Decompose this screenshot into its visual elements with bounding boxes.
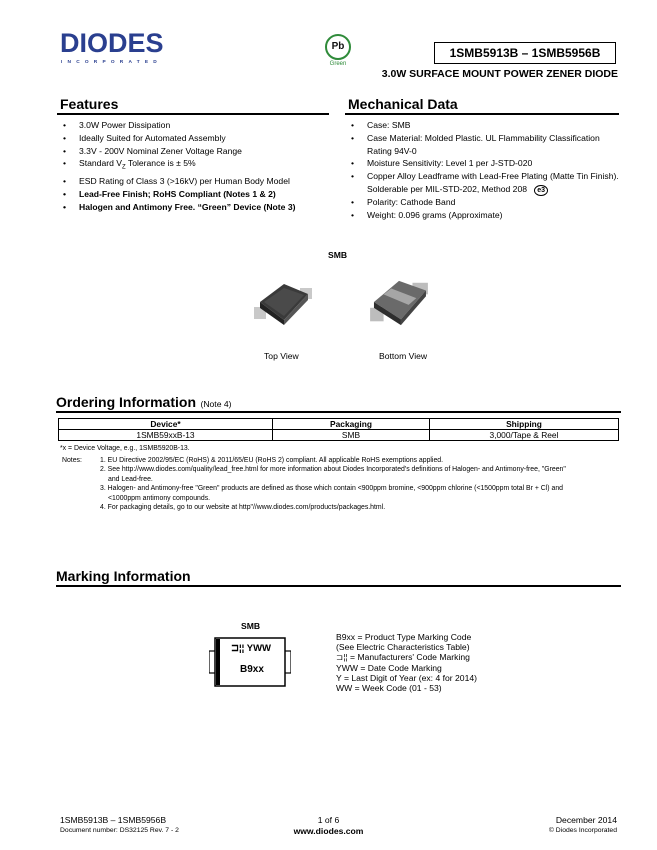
ordering-note-ref: (Note 4) bbox=[200, 399, 232, 409]
diodes-logo bbox=[60, 30, 180, 70]
table-cell: 3,000/Tape & Reel bbox=[430, 430, 619, 441]
e3-mark-icon: e3 bbox=[534, 185, 548, 196]
column-header: Device* bbox=[59, 419, 273, 430]
green-label: Green bbox=[329, 61, 347, 67]
legend-line: B9xx = Product Type Marking Code bbox=[336, 632, 472, 642]
footer-website-link[interactable]: www.diodes.com bbox=[293, 826, 364, 836]
list-item: • Copper Alloy Leadframe with Lead-Free Plating (Matte Tin Finish). Solderable per MIL-STD-202, Method 208 e3 bbox=[351, 171, 619, 194]
lead-free-icon bbox=[325, 34, 351, 60]
list-item: • Case Material: Molded Plastic. UL Flammability Classification Rating 94V-0 bbox=[351, 132, 600, 156]
top-view-caption: Top View bbox=[264, 351, 299, 361]
features-heading: Features bbox=[60, 96, 119, 112]
features-rule bbox=[57, 113, 329, 115]
table-cell: SMB bbox=[273, 430, 430, 441]
ordering-rule bbox=[56, 411, 621, 413]
mechanical-heading: Mechanical Data bbox=[348, 96, 458, 112]
list-item: • Polarity: Cathode Band bbox=[351, 196, 456, 207]
mechanical-rule bbox=[345, 113, 619, 115]
note-item: 3. Halogen- and Antimony-free "Green" products are defined as those which contain <900ppm bromine, <900ppm chlorine (<1500ppm total Br + Cl) and bbox=[100, 485, 564, 493]
marking-package-label: SMB bbox=[241, 621, 261, 631]
list-item: • Lead-Free Finish; RoHS Compliant (Notes 1 & 2) bbox=[63, 188, 276, 199]
marking-rule bbox=[56, 585, 621, 587]
legend-line: (See Electric Characteristics Table) bbox=[336, 642, 470, 653]
legend-line: Y = Last Digit of Year (ex: 4 for 2014) bbox=[336, 672, 478, 683]
list-item: • Case: SMB bbox=[351, 120, 411, 130]
logo-subtext: INCORPORATED bbox=[61, 60, 162, 65]
ordering-footnote: *x = Device Voltage, e.g., 1SMB5920B-13. bbox=[60, 445, 190, 452]
green-badge bbox=[325, 34, 351, 67]
chip-line-1 bbox=[231, 643, 271, 654]
package-bottom-view-image bbox=[370, 277, 428, 329]
bottom-view-caption: Bottom View bbox=[379, 351, 428, 361]
manufacturer-code-icon: ⊐¦¦ bbox=[231, 643, 245, 654]
table-row bbox=[59, 430, 619, 441]
chip-date-code: YWW bbox=[246, 643, 272, 654]
note-item: 1. EU Directive 2002/95/EC (RoHS) & 2011/65/EU (RoHS 2) compliant. All applicable RoHS exemptions applied. bbox=[100, 457, 444, 464]
part-range-title: 1SMB5913B – 1SMB5956B bbox=[434, 42, 616, 64]
table-header-row bbox=[59, 419, 619, 430]
note-item: 4. For packaging details, go to our website at http"//www.diodes.com/products/packages.html. bbox=[100, 504, 386, 512]
list-item: • 3.3V - 200V Nominal Zener Voltage Range bbox=[63, 145, 242, 156]
notes-label: Notes: bbox=[62, 457, 82, 464]
list-item: • Moisture Sensitivity: Level 1 per J-STD-020 bbox=[351, 158, 533, 169]
footer-page-number: 1 of 6 bbox=[317, 815, 340, 825]
package-top-view-image bbox=[254, 278, 312, 330]
note-item: 2. See http://www.diodes.com/quality/lead_free.html for more information about Diodes Incorporated's definitions of Halogen- and Antimony-free, "Green" bbox=[100, 466, 566, 474]
footer-copyright: © Diodes Incorporated bbox=[548, 827, 617, 834]
list-item: • Standard $V_Z$ Tolerance is ± 5% bbox=[63, 158, 196, 172]
footer-date: December 2014 bbox=[555, 815, 617, 825]
footer-doc-number: Document number: DS32125 Rev. 7 - 2 bbox=[60, 827, 179, 834]
mechanical-list bbox=[348, 119, 620, 222]
legend-line: YWW = Date Code Marking bbox=[336, 662, 442, 673]
notes-list bbox=[100, 456, 620, 512]
legend-line: ⊐¦¦ = Manufacturers' Code Marking bbox=[336, 652, 470, 663]
features-list bbox=[60, 119, 335, 213]
list-item: • Halogen and Antimony Free. “Green” Device (Note 3) bbox=[63, 201, 296, 212]
logo-text: DIODES bbox=[60, 28, 164, 58]
package-label: SMB bbox=[328, 250, 348, 260]
table-cell: 1SMB59xxB-13 bbox=[59, 430, 273, 441]
footer-part-range: 1SMB5913B – 1SMB5956B bbox=[60, 815, 167, 825]
ordering-title: Ordering Information bbox=[56, 394, 196, 410]
list-item: • 3.0W Power Dissipation bbox=[63, 120, 171, 130]
ordering-table bbox=[58, 418, 619, 441]
list-item: • ESD Rating of Class 3 (>16kV) per Human Body Model bbox=[63, 175, 290, 186]
column-header: Shipping bbox=[430, 419, 619, 430]
ordering-heading bbox=[56, 394, 232, 412]
chip-line-2: B9xx bbox=[240, 664, 264, 675]
legend-line: WW = Week Code (01 - 53) bbox=[336, 683, 442, 694]
column-header: Packaging bbox=[273, 419, 430, 430]
list-item: • Ideally Suited for Automated Assembly bbox=[63, 132, 226, 143]
marking-legend bbox=[336, 632, 477, 693]
note-item: and Lead-free. bbox=[108, 475, 153, 483]
lead-free-symbol: Pb bbox=[331, 41, 345, 52]
document-subtitle: 3.0W SURFACE MOUNT POWER ZENER DIODE bbox=[381, 68, 618, 80]
list-item: • Weight: 0.096 grams (Approximate) bbox=[351, 209, 503, 220]
marking-heading: Marking Information bbox=[56, 568, 191, 584]
note-item: <1000ppm antimony compounds. bbox=[108, 494, 211, 502]
